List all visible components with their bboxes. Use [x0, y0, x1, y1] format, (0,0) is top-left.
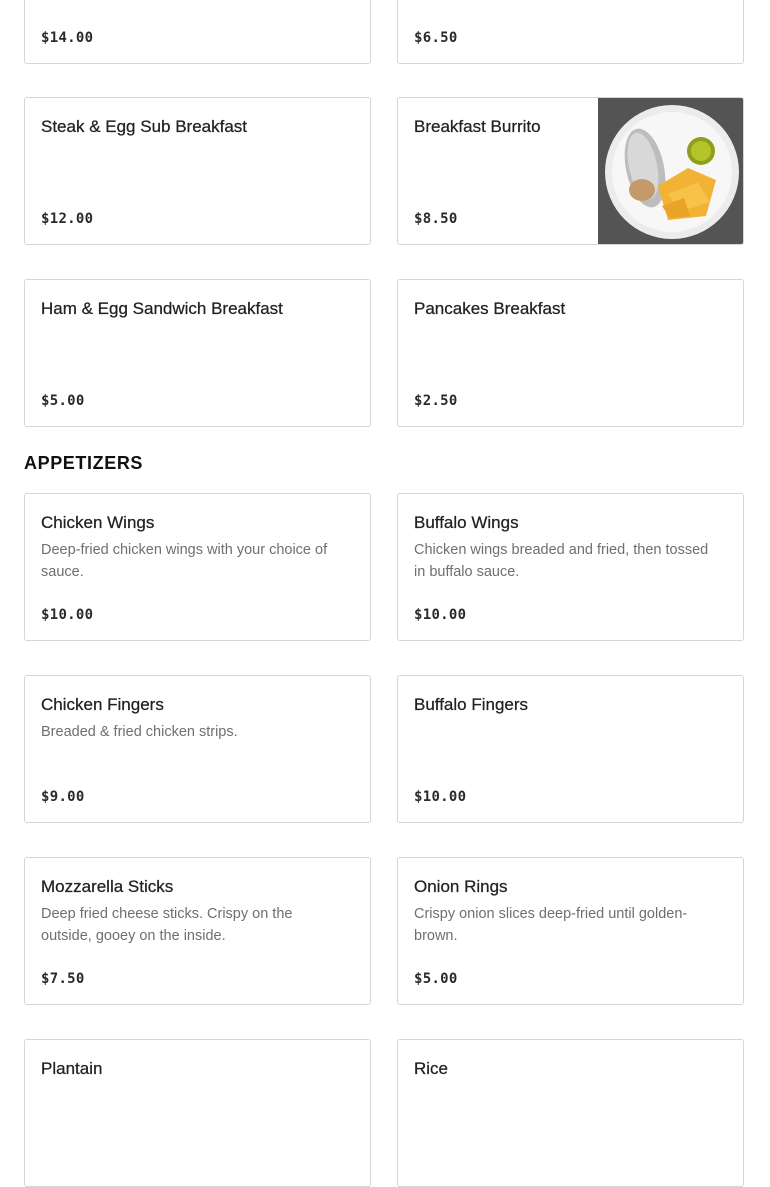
menu-item-card[interactable]: [24, 675, 371, 823]
item-name: Chicken Fingers: [41, 695, 164, 714]
menu-item-card[interactable]: [24, 493, 371, 641]
item-description: Crispy onion slices deep-fried until golden-brown.: [414, 906, 688, 944]
item-name: Pancakes Breakfast: [414, 299, 566, 318]
item-price: $10.00: [414, 789, 467, 805]
menu-item-card[interactable]: [397, 857, 744, 1005]
item-price: $14.00: [41, 30, 94, 46]
item-name: Plantain: [41, 1059, 103, 1078]
menu-item-card[interactable]: [24, 279, 371, 427]
item-description: Breaded & fried chicken strips.: [41, 724, 238, 740]
item-name: Buffalo Wings: [414, 513, 519, 532]
item-name: Buffalo Fingers: [414, 695, 529, 714]
breakfast-burrito-photo: [598, 98, 743, 245]
item-price: $2.50: [414, 393, 458, 409]
menu-item-card[interactable]: [24, 1039, 371, 1187]
item-price: $7.50: [41, 971, 85, 987]
menu-item-card[interactable]: [397, 1039, 744, 1187]
item-name: Chicken Wings: [41, 513, 155, 532]
item-name: Ham & Egg Sandwich Breakfast: [41, 299, 283, 318]
item-price: $9.00: [41, 789, 85, 805]
item-price: $5.00: [41, 393, 85, 409]
menu-item-card[interactable]: [24, 857, 371, 1005]
item-description: Deep fried cheese sticks. Crispy on the outside, gooey on the inside.: [41, 906, 293, 944]
menu-item-card[interactable]: [397, 0, 744, 64]
menu-item-card[interactable]: [397, 675, 744, 823]
item-name: Breakfast Burrito: [414, 117, 541, 136]
item-name: Onion Rings: [414, 877, 508, 896]
item-price: $8.50: [414, 211, 458, 227]
item-name: Rice: [414, 1059, 449, 1078]
menu-item-card[interactable]: [24, 0, 371, 64]
section-title-appetizers: APPETIZERS: [24, 453, 144, 473]
item-price: $10.00: [41, 607, 94, 623]
menu-item-card[interactable]: [397, 493, 744, 641]
item-description: Chicken wings breaded and fried, then tossed in buffalo sauce.: [414, 542, 709, 580]
item-price: $5.00: [414, 971, 458, 987]
menu-item-card[interactable]: [397, 97, 744, 245]
item-price: $10.00: [414, 607, 467, 623]
item-description: Deep-fried chicken wings with your choice of sauce.: [41, 542, 328, 580]
menu-item-card[interactable]: [397, 279, 744, 427]
item-price: $6.50: [414, 30, 458, 46]
item-price: $12.00: [41, 211, 94, 227]
menu-item-card[interactable]: [24, 97, 371, 245]
item-name: Mozzarella Sticks: [41, 877, 174, 896]
item-name: Steak & Egg Sub Breakfast: [41, 117, 248, 136]
